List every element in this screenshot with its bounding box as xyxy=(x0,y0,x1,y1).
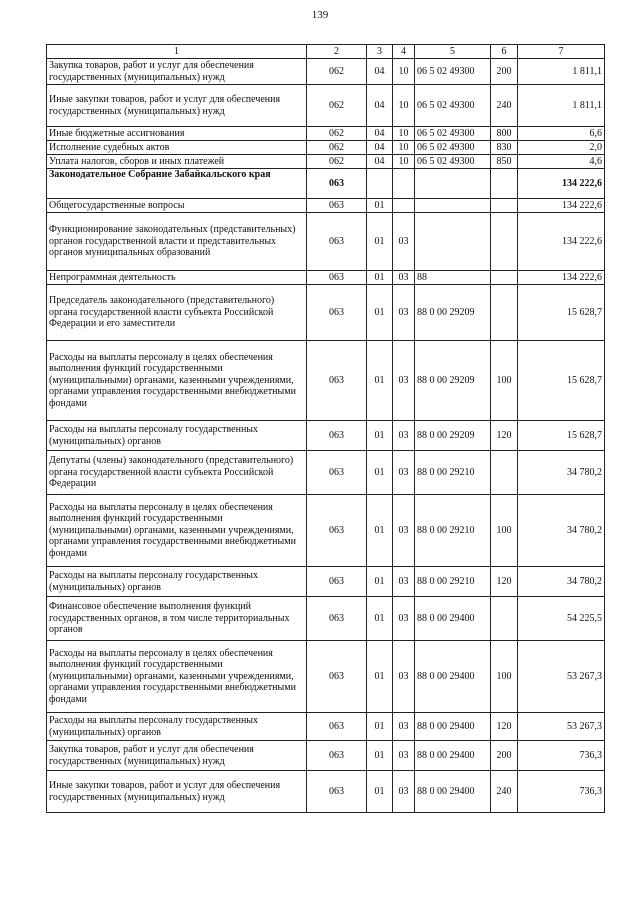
row-subsection: 03 xyxy=(393,421,415,451)
row-amount: 34 780,2 xyxy=(518,567,605,597)
table-row xyxy=(47,495,605,567)
table-row xyxy=(47,597,605,641)
row-name: Расходы на выплаты персоналу государственных (муниципальных) органов xyxy=(47,713,307,741)
row-target-article: 88 0 00 29210 xyxy=(415,495,491,567)
table-row xyxy=(47,713,605,741)
row-section: 04 xyxy=(367,155,393,169)
col-header-6: 6 xyxy=(491,45,518,59)
row-section: 04 xyxy=(367,85,393,127)
row-expense-type xyxy=(491,451,518,495)
row-amount: 1 811,1 xyxy=(518,85,605,127)
row-subsection: 10 xyxy=(393,59,415,85)
row-target-article: 06 5 02 49300 xyxy=(415,85,491,127)
row-expense-type: 200 xyxy=(491,59,518,85)
row-name: Иные закупки товаров, работ и услуг для обеспечения государственных (муниципальных) нужд xyxy=(47,771,307,813)
table-row xyxy=(47,141,605,155)
row-expense-type: 120 xyxy=(491,713,518,741)
row-ministry-code: 063 xyxy=(307,771,367,813)
row-section: 01 xyxy=(367,271,393,285)
col-header-5: 5 xyxy=(415,45,491,59)
row-amount: 15 628,7 xyxy=(518,341,605,421)
col-header-7: 7 xyxy=(518,45,605,59)
row-expense-type: 850 xyxy=(491,155,518,169)
row-section: 01 xyxy=(367,199,393,213)
row-expense-type: 240 xyxy=(491,85,518,127)
row-target-article: 88 0 00 29400 xyxy=(415,641,491,713)
row-name: Непрограммная деятельность xyxy=(47,271,307,285)
row-ministry-code: 062 xyxy=(307,141,367,155)
row-section: 01 xyxy=(367,567,393,597)
row-name: Расходы на выплаты персоналу государственных (муниципальных) органов xyxy=(47,421,307,451)
row-expense-type: 120 xyxy=(491,421,518,451)
row-target-article: 88 0 00 29210 xyxy=(415,567,491,597)
row-amount: 736,3 xyxy=(518,741,605,771)
row-expense-type xyxy=(491,285,518,341)
row-subsection: 03 xyxy=(393,597,415,641)
row-target-article xyxy=(415,199,491,213)
row-subsection: 03 xyxy=(393,451,415,495)
row-amount: 134 222,6 xyxy=(518,199,605,213)
row-ministry-code: 063 xyxy=(307,495,367,567)
row-name: Иные закупки товаров, работ и услуг для обеспечения государственных (муниципальных) нужд xyxy=(47,85,307,127)
row-name: Финансовое обеспечение выполнения функций государственных органов, в том числе территориальных органов xyxy=(47,597,307,641)
row-subsection: 10 xyxy=(393,141,415,155)
row-target-article: 88 xyxy=(415,271,491,285)
row-name: Закупка товаров, работ и услуг для обеспечения государственных (муниципальных) нужд xyxy=(47,59,307,85)
row-ministry-code: 063 xyxy=(307,341,367,421)
row-expense-type xyxy=(491,169,518,199)
row-section: 04 xyxy=(367,127,393,141)
row-expense-type: 100 xyxy=(491,341,518,421)
row-target-article: 88 0 00 29400 xyxy=(415,713,491,741)
row-section: 01 xyxy=(367,641,393,713)
table-row xyxy=(47,85,605,127)
row-amount: 54 225,5 xyxy=(518,597,605,641)
row-section: 04 xyxy=(367,141,393,155)
row-target-article: 88 0 00 29400 xyxy=(415,597,491,641)
row-name: Исполнение судебных актов xyxy=(47,141,307,155)
row-target-article: 06 5 02 49300 xyxy=(415,59,491,85)
row-amount: 134 222,6 xyxy=(518,169,605,199)
row-section: 01 xyxy=(367,713,393,741)
row-expense-type xyxy=(491,597,518,641)
row-subsection xyxy=(393,169,415,199)
table-row xyxy=(47,567,605,597)
row-ministry-code: 063 xyxy=(307,713,367,741)
row-ministry-code: 063 xyxy=(307,451,367,495)
row-ministry-code: 062 xyxy=(307,85,367,127)
table-row xyxy=(47,271,605,285)
row-section: 01 xyxy=(367,597,393,641)
table-row xyxy=(47,155,605,169)
row-target-article xyxy=(415,213,491,271)
table-row xyxy=(47,341,605,421)
row-section: 01 xyxy=(367,451,393,495)
row-amount: 53 267,3 xyxy=(518,713,605,741)
row-expense-type xyxy=(491,271,518,285)
row-name: Уплата налогов, сборов и иных платежей xyxy=(47,155,307,169)
row-section: 01 xyxy=(367,741,393,771)
row-subsection: 10 xyxy=(393,127,415,141)
row-ministry-code: 062 xyxy=(307,155,367,169)
row-subsection xyxy=(393,199,415,213)
row-subsection: 03 xyxy=(393,285,415,341)
row-amount: 15 628,7 xyxy=(518,285,605,341)
row-ministry-code: 063 xyxy=(307,169,367,199)
row-name: Депутаты (члены) законодательного (представительного) органа государственной власти субъекта Российской Федерации xyxy=(47,451,307,495)
row-target-article: 06 5 02 49300 xyxy=(415,127,491,141)
row-subsection: 03 xyxy=(393,771,415,813)
row-target-article: 88 0 00 29209 xyxy=(415,341,491,421)
row-ministry-code: 062 xyxy=(307,127,367,141)
row-expense-type xyxy=(491,199,518,213)
row-target-article: 06 5 02 49300 xyxy=(415,141,491,155)
table-row xyxy=(47,451,605,495)
col-header-2: 2 xyxy=(307,45,367,59)
row-subsection: 03 xyxy=(393,713,415,741)
row-ministry-code: 063 xyxy=(307,213,367,271)
row-expense-type: 120 xyxy=(491,567,518,597)
row-expense-type: 800 xyxy=(491,127,518,141)
row-expense-type: 830 xyxy=(491,141,518,155)
table-row xyxy=(47,741,605,771)
row-section: 01 xyxy=(367,213,393,271)
row-ministry-code: 063 xyxy=(307,199,367,213)
row-expense-type xyxy=(491,213,518,271)
table-row xyxy=(47,199,605,213)
col-header-1: 1 xyxy=(47,45,307,59)
row-name: Расходы на выплаты персоналу в целях обеспечения выполнения функций государственными (муниципальными) органами, казенными учреждениями, органами управления государственными внебюджетными фондами xyxy=(47,495,307,567)
row-subsection: 03 xyxy=(393,641,415,713)
row-section: 01 xyxy=(367,341,393,421)
row-expense-type: 100 xyxy=(491,495,518,567)
row-section: 04 xyxy=(367,59,393,85)
row-ministry-code: 063 xyxy=(307,285,367,341)
row-subsection: 10 xyxy=(393,155,415,169)
row-name: Функционирование законодательных (представительных) органов государственной власти и представительных органов муниципальных образований xyxy=(47,213,307,271)
table-row xyxy=(47,285,605,341)
budget-table xyxy=(46,44,605,813)
table-row xyxy=(47,169,605,199)
row-target-article: 06 5 02 49300 xyxy=(415,155,491,169)
row-section: 01 xyxy=(367,285,393,341)
row-section: 01 xyxy=(367,421,393,451)
table-row xyxy=(47,213,605,271)
row-amount: 4,6 xyxy=(518,155,605,169)
row-ministry-code: 063 xyxy=(307,271,367,285)
row-amount: 736,3 xyxy=(518,771,605,813)
row-name: Председатель законодательного (представительного) органа государственной власти субъекта Российской Федерации и его заместители xyxy=(47,285,307,341)
row-target-article: 88 0 00 29400 xyxy=(415,771,491,813)
row-subsection: 03 xyxy=(393,271,415,285)
table-row xyxy=(47,59,605,85)
row-ministry-code: 063 xyxy=(307,421,367,451)
row-name: Расходы на выплаты персоналу государственных (муниципальных) органов xyxy=(47,567,307,597)
row-expense-type: 100 xyxy=(491,641,518,713)
table-row xyxy=(47,641,605,713)
col-header-4: 4 xyxy=(393,45,415,59)
header-row xyxy=(47,45,605,59)
row-ministry-code: 063 xyxy=(307,597,367,641)
row-amount: 53 267,3 xyxy=(518,641,605,713)
row-subsection: 03 xyxy=(393,213,415,271)
row-expense-type: 200 xyxy=(491,741,518,771)
col-header-3: 3 xyxy=(367,45,393,59)
row-section xyxy=(367,169,393,199)
row-subsection: 03 xyxy=(393,567,415,597)
table-row xyxy=(47,421,605,451)
row-subsection: 03 xyxy=(393,741,415,771)
row-amount: 34 780,2 xyxy=(518,451,605,495)
row-name: Расходы на выплаты персоналу в целях обеспечения выполнения функций государственными (муниципальными) органами, казенными учреждениями, органами управления государственными внебюджетными фондами xyxy=(47,641,307,713)
row-amount: 34 780,2 xyxy=(518,495,605,567)
row-section: 01 xyxy=(367,495,393,567)
row-target-article: 88 0 00 29209 xyxy=(415,285,491,341)
row-ministry-code: 063 xyxy=(307,741,367,771)
row-name: Расходы на выплаты персоналу в целях обеспечения выполнения функций государственными (муниципальными) органами, казенными учреждениями, органами управления государственными внебюджетными фондами xyxy=(47,341,307,421)
row-amount: 134 222,6 xyxy=(518,271,605,285)
row-ministry-code: 062 xyxy=(307,59,367,85)
row-section: 01 xyxy=(367,771,393,813)
row-subsection: 03 xyxy=(393,341,415,421)
row-ministry-code: 063 xyxy=(307,641,367,713)
row-target-article: 88 0 00 29210 xyxy=(415,451,491,495)
row-amount: 1 811,1 xyxy=(518,59,605,85)
row-subsection: 10 xyxy=(393,85,415,127)
row-target-article: 88 0 00 29400 xyxy=(415,741,491,771)
row-name: Законодательное Собрание Забайкальского края xyxy=(47,169,307,199)
table-row xyxy=(47,127,605,141)
row-name: Общегосударственные вопросы xyxy=(47,199,307,213)
row-target-article xyxy=(415,169,491,199)
row-target-article: 88 0 00 29209 xyxy=(415,421,491,451)
row-expense-type: 240 xyxy=(491,771,518,813)
row-name: Закупка товаров, работ и услуг для обеспечения государственных (муниципальных) нужд xyxy=(47,741,307,771)
row-amount: 6,6 xyxy=(518,127,605,141)
row-amount: 134 222,6 xyxy=(518,213,605,271)
row-subsection: 03 xyxy=(393,495,415,567)
table-row xyxy=(47,771,605,813)
row-name: Иные бюджетные ассигнования xyxy=(47,127,307,141)
row-amount: 15 628,7 xyxy=(518,421,605,451)
row-amount: 2,0 xyxy=(518,141,605,155)
page-number: 139 xyxy=(311,9,329,21)
row-ministry-code: 063 xyxy=(307,567,367,597)
